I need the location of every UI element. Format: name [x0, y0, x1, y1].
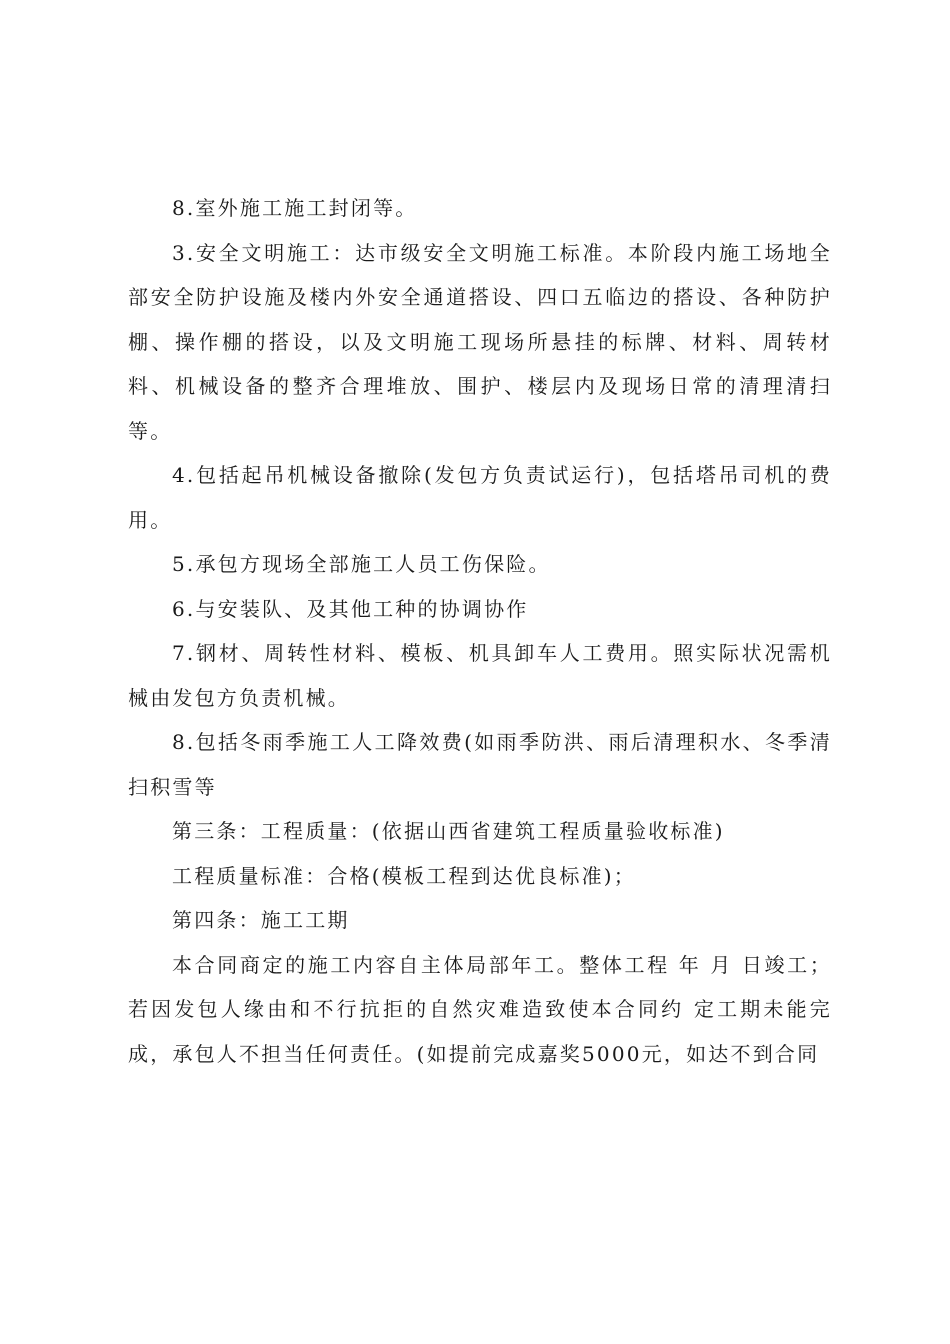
paragraph-item-8-seasonal: 8.包括冬雨季施工人工降效费(如雨季防洪、雨后清理积水、冬季清扫积雪等: [128, 730, 832, 799]
paragraph-item-5-insurance: 5.承包方现场全部施工人员工伤保险。: [172, 552, 551, 576]
paragraph-item-3-safety: 3.安全文明施工：达市级安全文明施工标准。本阶段内施工场地全部安全防护设施及楼内外安全通道搭设、四口五临边的搭设、各种防护棚、操作棚的搭设，以及文明施工现场所悬挂的标牌、材料、周转材料、机械设备的整齐合理堆放、围护、楼层内及现场日常的清理清扫等。: [128, 240, 832, 443]
quality-standard: 工程质量标准：合格(模板工程到达优良标准)；: [172, 863, 637, 888]
paragraph-item-7-unloading: 7.钢材、周转性材料、模板、机具卸车人工费用。照实际状况需机械由发包方负责机械。: [128, 641, 832, 710]
paragraph-item-4-crane: 4.包括起吊机械设备撤除(发包方负责试运行)，包括塔吊司机的费用。: [128, 463, 832, 532]
section-heading-quality: 第三条：工程质量：(依据山西省建筑工程质量验收标准): [172, 819, 725, 843]
schedule-body: 本合同商定的施工内容自主体局部年工。整体工程 年 月 日竣工；若因发包人缘由和不行抗拒的自然灾难造致使本合同约 定工期未能完成，承包人不担当任何责任。(如提前完成嘉奖5000元，如达不到合同: [128, 952, 832, 1066]
document-page: [128, 186, 832, 1076]
paragraph-item-8-enclosure: 8.室外施工施工封闭等。: [172, 196, 418, 220]
section-heading-schedule: 第四条：施工工期: [172, 908, 350, 932]
paragraph-item-6-coordination: 6.与安装队、及其他工种的协调协作: [172, 596, 529, 621]
